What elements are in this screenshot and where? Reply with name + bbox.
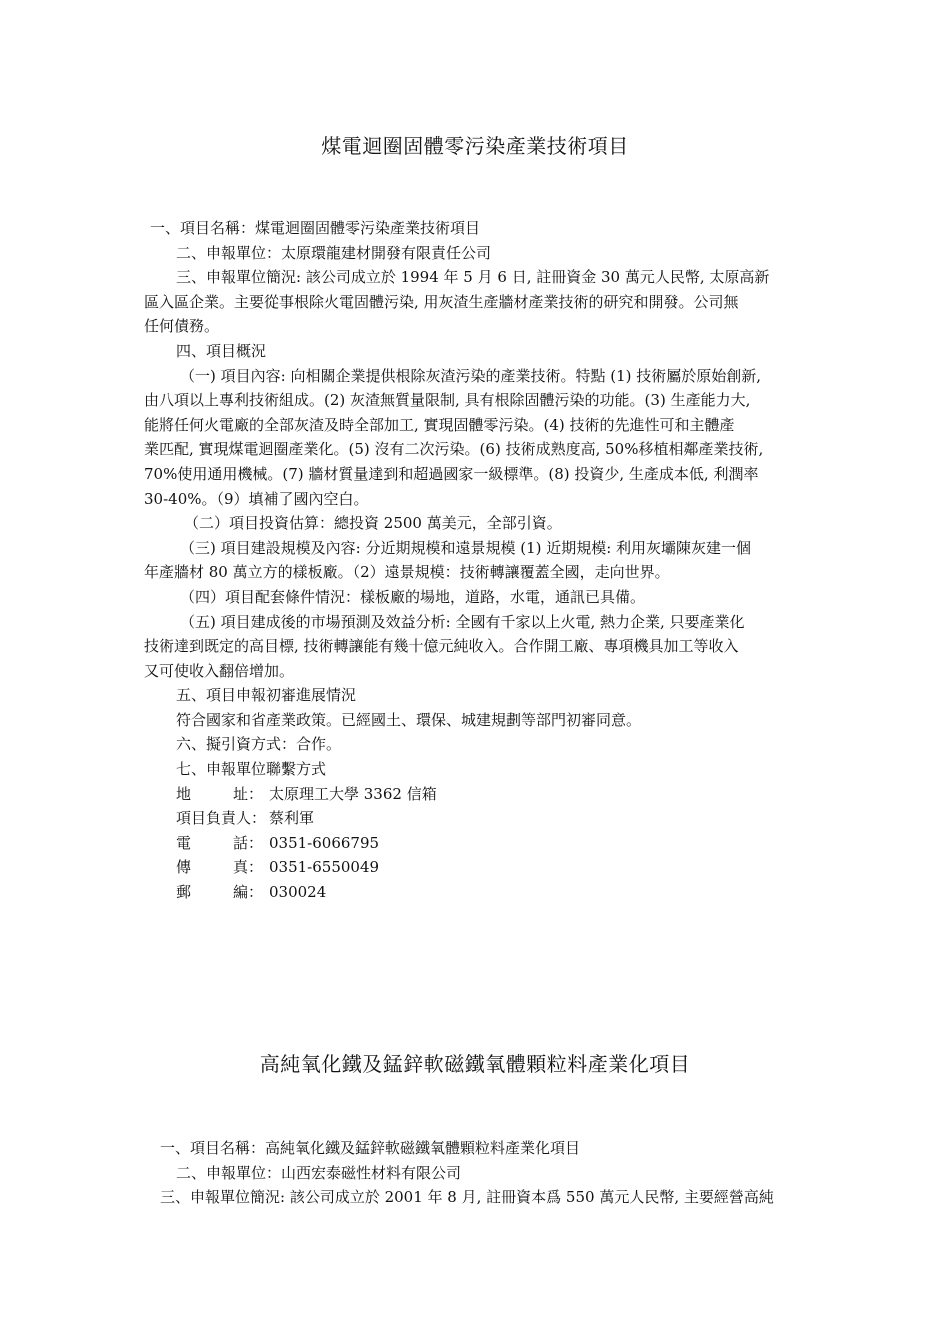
text-line: 技術達到既定的高目標, 技術轉讓能有幾十億元純收入。合作開工廠、專項機具加工等收入 (144, 637, 739, 656)
text-line: （一) 項目內容: 向相關企業提供根除灰渣污染的產業技術。特點 (1) 技術屬於原始創新, (180, 366, 761, 385)
document-title-2: 高純氧化鐵及錳鋅軟磁鐵氧體顆粒料產業化項目 (259, 1052, 691, 1076)
text-line: （五) 項目建成後的市場預測及效益分析: 全國有千家以上火電, 熱力企業, 只要產業化 (180, 612, 745, 631)
text-line: 能將任何火電廠的全部灰渣及時全部加工, 實現固體零污染。(4) 技術的先進性可和主體產 (144, 415, 735, 434)
text-line: 70%使用通用機械。(7) 牆材質量達到和超過國家一級標準。(8) 投資少, 生產成本低, 利潤率 (144, 464, 759, 483)
text-line: 四、項目概況 (176, 341, 267, 360)
text-line: 由八項以上專利技術組成。(2) 灰渣無質量限制, 具有根除固體污染的功能。(3) 生產能力大, (144, 391, 751, 410)
contact-address (144, 782, 810, 807)
text-line: 三、申報單位簡況: 該公司成立於 1994 年 5 月 6 日, 註冊資金 30 萬元人民幣, 太原高新 (176, 268, 770, 287)
text-line: 一、項目名稱：煤電迴圈固體零污染產業技術項目 (150, 219, 481, 237)
document-body-1 (144, 216, 810, 905)
text-line: 二、申報單位：山西宏泰磁性材料有限公司 (176, 1163, 462, 1182)
contact-label: 項目負責人： (176, 809, 267, 828)
text-line: 一、項目名稱：高純氧化鐵及錳鋅軟磁鐵氧體顆粒料產業化項目 (160, 1139, 581, 1157)
contact-person (144, 806, 810, 831)
text-line: 六、擬引資方式：合作。 (176, 735, 342, 754)
text-line: 七、申報單位聯繫方式 (176, 760, 327, 779)
text-line: （三) 項目建設規模及內容: 分近期規模和遠景規模 (1) 近期規模: 利用灰壩陳灰建一個 (180, 538, 752, 557)
text-line: 30-40%。（9）填補了國內空白。 (144, 489, 369, 508)
document-title-1: 煤電迴圈固體零污染產業技術項目 (321, 134, 629, 158)
text-line: 符合國家和省產業政策。已經國土、環保、城建規劃等部門初審同意。 (176, 710, 642, 729)
contact-value: 0351-6066795 (269, 833, 380, 852)
contact-label-char: 電 (176, 833, 192, 852)
text-line: 三、申報單位簡況: 該公司成立於 2001 年 8 月, 註冊資本爲 550 萬元人民幣, 主要經營高純 (160, 1188, 774, 1207)
contact-value: 蔡利軍 (269, 809, 315, 828)
text-line: 五、項目申報初審進展情況 (176, 686, 357, 705)
text-line: （四）項目配套條件情況：樣板廠的場地，道路，水電，通訊已具備。 (180, 587, 646, 606)
text-line: 任何債務。 (144, 317, 220, 336)
document-body-2 (144, 1136, 810, 1210)
contact-phone (144, 831, 810, 856)
contact-label-char: 郵 (176, 883, 192, 902)
text-line: （二）項目投資估算：總投資 2500 萬美元，全部引資。 (184, 514, 562, 533)
text-line: 又可使收入翻倍增加。 (144, 661, 295, 680)
contact-label-char: 真： (232, 858, 263, 877)
text-line: 區入區企業。主要從事根除火電固體污染, 用灰渣生產牆材產業技術的研究和開發。公司無 (144, 292, 739, 311)
contact-label-char: 傳 (176, 858, 192, 877)
contact-value: 030024 (269, 883, 327, 902)
contact-label-char: 地 (176, 784, 192, 803)
contact-value: 太原理工大學 3362 信箱 (269, 784, 437, 803)
contact-value: 0351-6550049 (269, 858, 380, 877)
contact-fax (144, 855, 810, 880)
contact-label-char: 址： (232, 784, 263, 803)
text-line: 業匹配, 實現煤電迴圈產業化。(5) 沒有二次污染。(6) 技術成熟度高, 50%移植相鄰產業技術, (144, 440, 764, 459)
contact-label-char: 話： (232, 833, 263, 852)
contact-label-char: 編： (232, 883, 263, 902)
text-line: 二、申報單位：太原環龍建材開發有限責任公司 (176, 243, 492, 262)
text-line: 年產牆材 80 萬立方的樣板廠。（2）遠景規模：技術轉讓覆蓋全國，走向世界。 (144, 563, 670, 582)
contact-postcode (144, 880, 810, 905)
